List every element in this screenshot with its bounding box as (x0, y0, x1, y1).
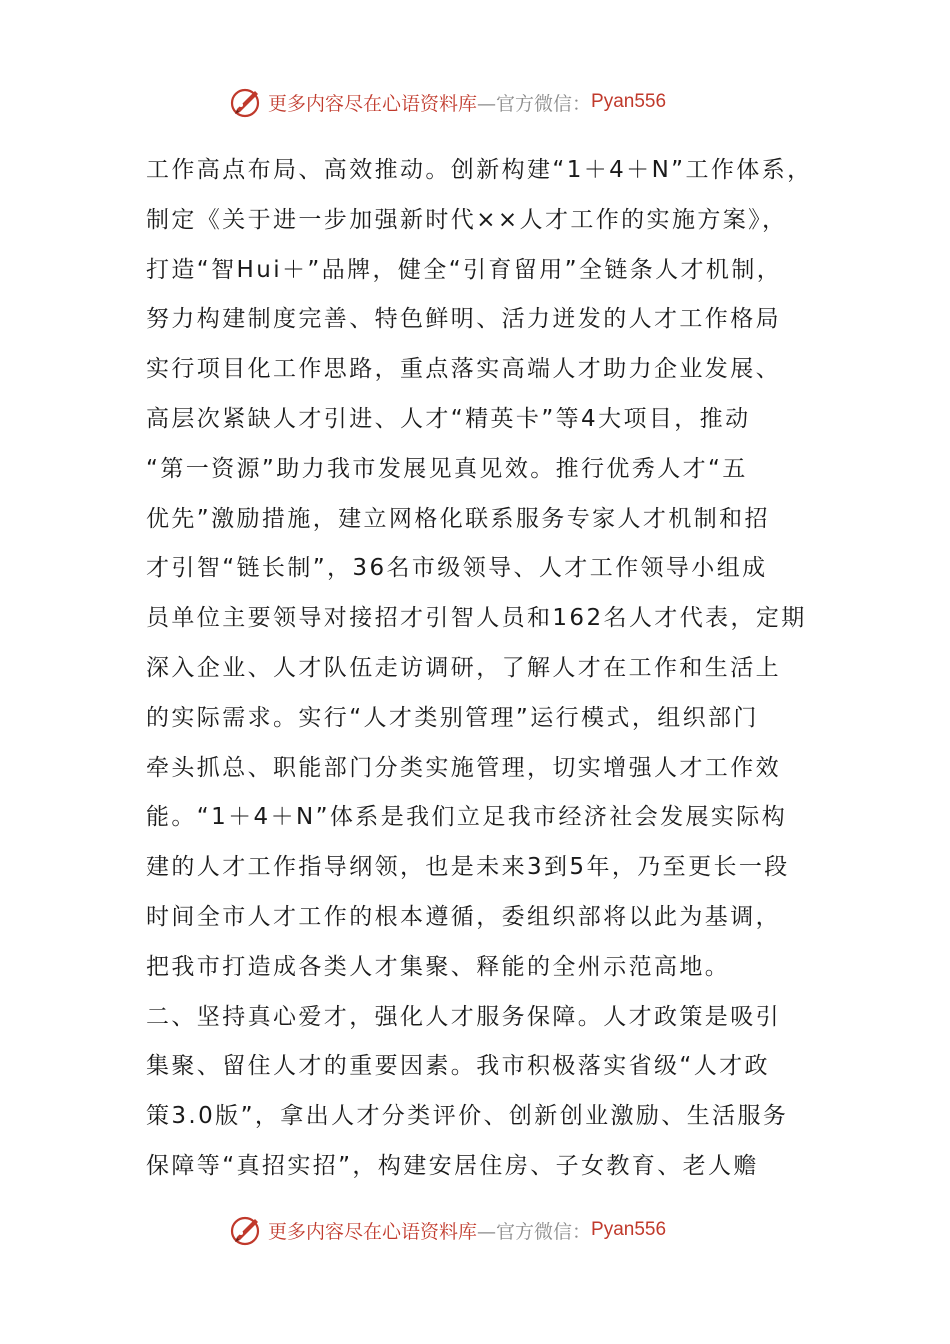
body-line: 才引智“链长制”，36名市级领导、人才工作领导小组成 (146, 555, 768, 582)
body-line: 保障等“真招实招”，构建安居住房、子女教育、老人赡 (146, 1152, 759, 1179)
body-line: 努力构建制度完善、特色鲜明、活力迸发的人才工作格局 (146, 306, 781, 333)
body-line: 打造“智Hui＋”品牌，健全“引育留用”全链条人才机制， (146, 256, 783, 283)
body-line: 策3.0版”，拿出人才分类评价、创新创业激励、生活服务 (146, 1103, 789, 1130)
pen-nib-logo-icon (228, 1212, 264, 1248)
body-line: 把我市打造成各类人才集聚、释能的全州示范高地。 (146, 953, 731, 980)
banner-suffix: —官方微信： (477, 1220, 592, 1243)
body-line: 制定《关于进一步加强新时代××人才工作的实施方案》， (146, 206, 788, 233)
pen-nib-logo-icon (228, 84, 264, 120)
banner-title: 更多内容尽在心语资料库 (268, 92, 478, 115)
body-line: 实行项目化工作思路，重点落实高端人才助力企业发展、 (146, 356, 781, 383)
banner-title: 更多内容尽在心语资料库 (268, 1220, 478, 1243)
body-line: 员单位主要领导对接招才引智人员和162名人才代表，定期 (146, 605, 807, 632)
body-line: 建的人才工作指导纲领，也是未来3到5年，乃至更长一段 (146, 854, 790, 881)
body-line: “第一资源”助力我市发展见真见效。推行优秀人才“五 (146, 455, 748, 482)
banner-wechat-id: Pyan556 (591, 91, 667, 112)
footer-banner (228, 1210, 666, 1250)
body-line: 深入企业、人才队伍走访调研，了解人才在工作和生活上 (146, 654, 781, 681)
body-line: 时间全市人才工作的根本遵循，委组织部将以此为基调， (146, 903, 781, 930)
body-line: 牵头抓总、职能部门分类实施管理，切实增强人才工作效 (146, 754, 781, 781)
body-line: 高层次紧缺人才引进、人才“精英卡”等4大项目，推动 (146, 405, 751, 432)
body-line: 优先”激励措施，建立网格化联系服务专家人才机制和招 (146, 505, 770, 532)
body-line: 集聚、留住人才的重要因素。我市积极落实省级“人才政 (146, 1053, 770, 1080)
header-banner (228, 82, 666, 122)
document-body (146, 150, 826, 1196)
body-line: 的实际需求。实行“人才类别管理”运行模式，组织部门 (146, 704, 759, 731)
banner-suffix: —官方微信： (477, 92, 592, 115)
banner-wechat-id: Pyan556 (591, 1219, 667, 1240)
body-line: 能。“1＋4＋N”体系是我们立足我市经济社会发展实际构 (146, 804, 788, 831)
body-line: 工作高点布局、高效推动。创新构建“1＋4＋N”工作体系， (146, 157, 813, 183)
body-line: 二、坚持真心爱才，强化人才服务保障。人才政策是吸引 (146, 1003, 781, 1030)
